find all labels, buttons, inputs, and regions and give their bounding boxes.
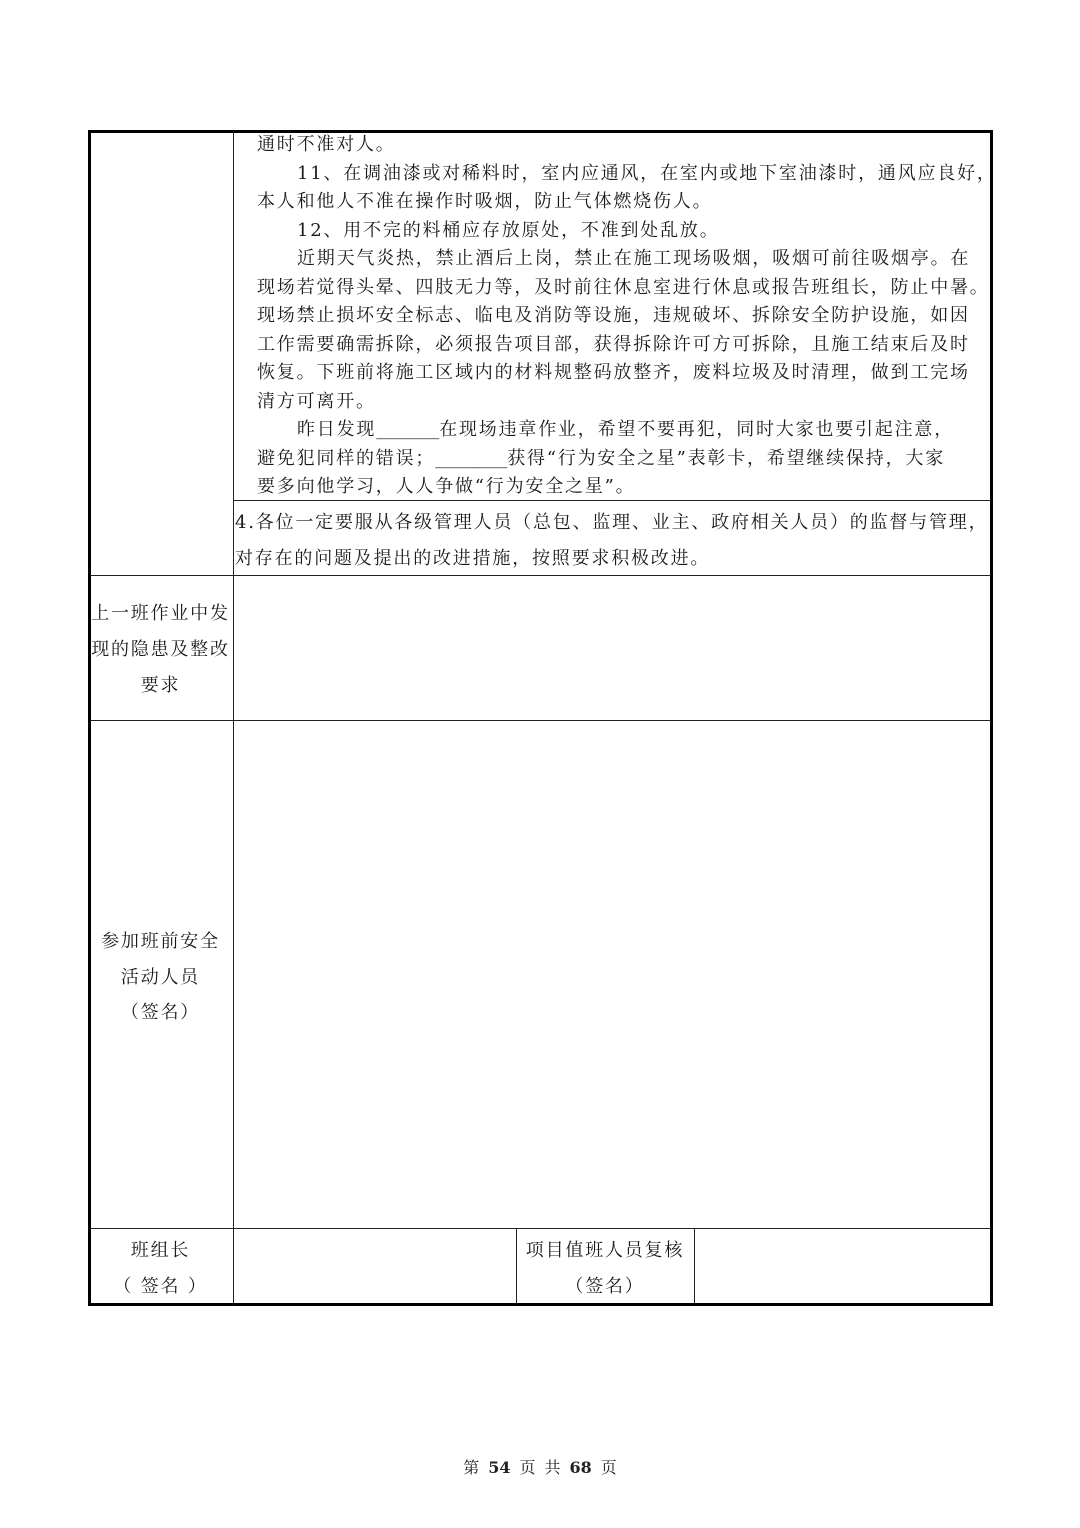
- page-footer: [0, 1458, 1080, 1478]
- rules-line: 清方可离开。: [257, 390, 376, 412]
- hazard-label-cell: [88, 596, 233, 704]
- hazard-content-cell: [234, 576, 991, 720]
- rules-line: 通时不准对人。: [257, 134, 396, 155]
- rules-line: 工作需要确需拆除，必须报告项目部，获得拆除许可方可拆除，且施工结束后及时: [257, 333, 970, 355]
- rules-line: 现场禁止损坏安全标志、临电及消防等设施，违规破坏、拆除安全防护设施，如因: [257, 305, 970, 326]
- page-number: 54: [488, 1458, 511, 1477]
- violator-blank: _______: [376, 419, 440, 440]
- page-prefix: 第: [463, 1458, 480, 1477]
- rules-line: 近期天气炎热，禁止酒后上岗，禁止在施工现场吸烟，吸烟可前往吸烟亭。在: [297, 248, 971, 269]
- rules-line: 本人和他人不准在操作时吸烟，防止气体燃烧伤人。: [257, 191, 713, 212]
- violation-notice-line-2: [257, 445, 992, 474]
- reviewer-label: 项目值班人员复核: [525, 1240, 685, 1261]
- attendance-label-line: （签名）: [120, 1002, 201, 1023]
- item4-line: 对存在的问题及提出的改进措施，按照要求积极改进。: [235, 548, 711, 569]
- violation-notice-line-3: 要多向他学习，人人争做“行为安全之星”。: [257, 476, 636, 497]
- reviewer-signature-cell: [695, 1229, 990, 1303]
- safety-rules-cell: [257, 131, 997, 502]
- hazard-label-line: 现的隐患及整改: [91, 639, 230, 660]
- item4-line: 4.各位一定要服从各级管理人员（总包、监理、业主、政府相关人员）的监督与管理，: [235, 512, 989, 533]
- hazard-label-line: 要求: [140, 675, 181, 696]
- hazard-label-line: 上一班作业中发: [91, 603, 230, 624]
- team-leader-label-cell: [88, 1233, 233, 1305]
- reviewer-sign-label: （签名）: [565, 1276, 645, 1297]
- team-leader-sign-label: （ 签名 ）: [113, 1276, 208, 1297]
- violation-text: 避免犯同样的错误；: [257, 447, 436, 469]
- violation-text: 在现场违章作业，希望不要再犯，同时大家也要引起注意，: [439, 419, 954, 440]
- attendance-label-line: 参加班前安全: [101, 931, 220, 952]
- violation-text: 获得“行为安全之星”表彰卡，希望继续保持，大家: [507, 447, 946, 469]
- attendance-label-cell: [88, 924, 233, 1031]
- rules-line: 12、用不完的料桶应存放原处，不准到处乱放。: [297, 219, 720, 241]
- team-leader-label: 班组长: [130, 1240, 191, 1261]
- rules-line: 恢复。下班前将施工区域内的材料规整码放整齐，废料垃圾及时清理，做到工完场: [257, 362, 970, 383]
- team-leader-signature-cell: [234, 1229, 516, 1303]
- total-pages: 68: [569, 1458, 592, 1477]
- attendance-label-line: 活动人员: [120, 966, 201, 988]
- violation-notice-line-1: [257, 416, 992, 445]
- item4-cell: [235, 505, 992, 577]
- continuation-label-cell: [91, 133, 233, 575]
- total-prefix: 共: [544, 1458, 561, 1477]
- rules-line: 现场若觉得头晕、四肢无力等，及时前往休息室进行休息或报告班组长，防止中暑。: [257, 276, 990, 298]
- reviewer-label-cell: [516, 1233, 694, 1305]
- safety-star-blank: ________: [435, 447, 508, 469]
- page-suffix: 页: [519, 1458, 536, 1477]
- violation-text: 昨日发现: [297, 419, 377, 440]
- rules-line: 11、在调油漆或对稀料时，室内应通风，在室内或地下室油漆时，通风应良好，: [297, 162, 997, 184]
- attendance-signature-area: [234, 721, 991, 1228]
- total-suffix: 页: [600, 1458, 617, 1477]
